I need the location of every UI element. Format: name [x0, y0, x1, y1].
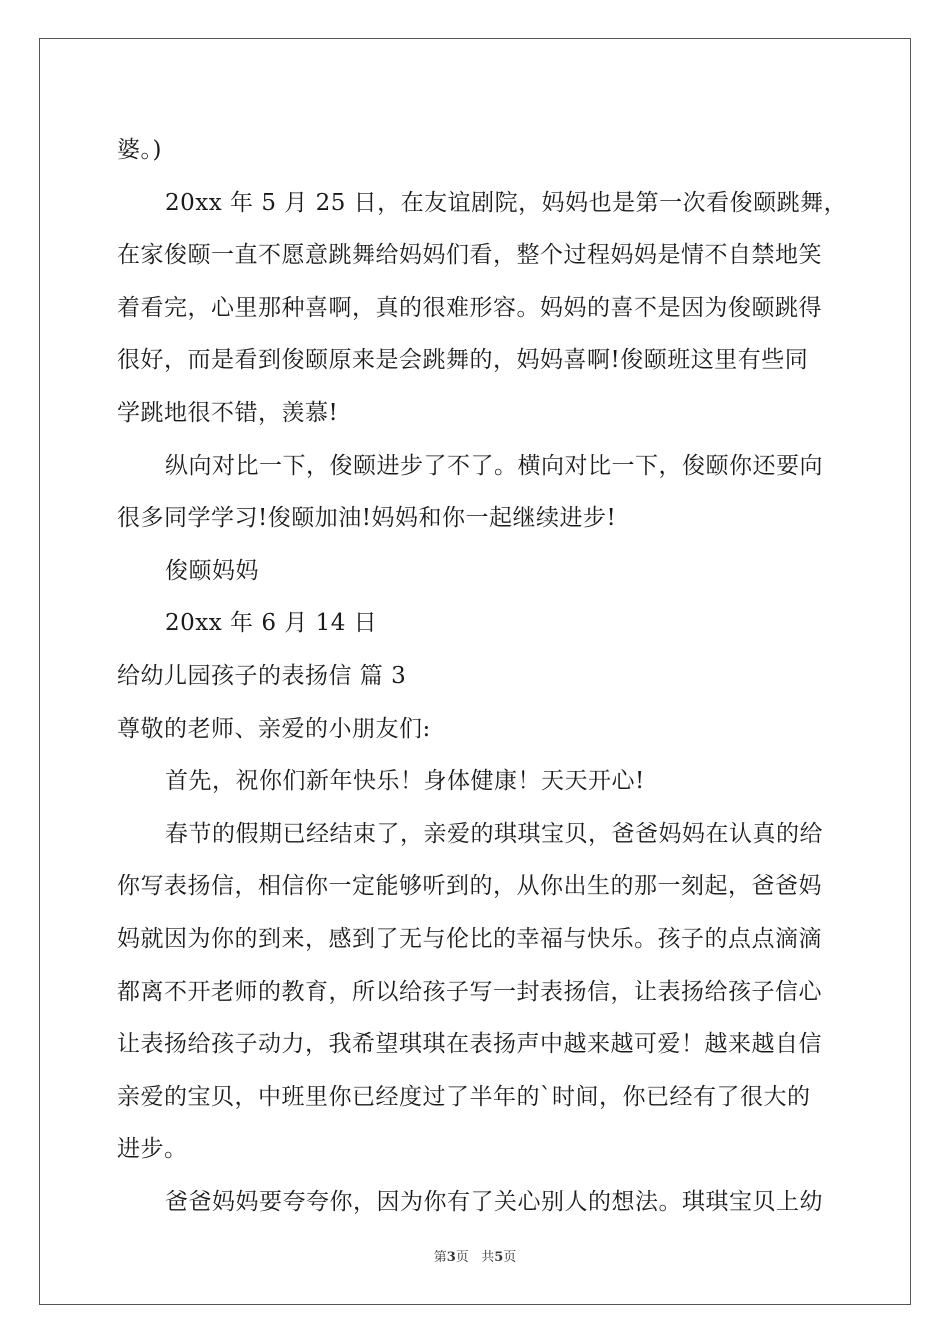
- footer-total-prefix: 共: [481, 1250, 495, 1265]
- salutation: 尊敬的老师、亲爱的小朋友们:: [117, 715, 431, 742]
- text-line: 很多同学学习!俊颐加油!妈妈和你一起继续进步!: [117, 505, 617, 532]
- text-line: 你写表扬信，相信你一定能够听到的，从你出生的那一刻起，爸爸妈: [117, 873, 822, 900]
- text-line: 亲爱的宝贝，中班里你已经度过了半年的`时间，你已经有了很大的: [117, 1083, 811, 1110]
- text-line: 很好，而是看到俊颐原来是会跳舞的，妈妈喜啊!俊颐班这里有些同: [117, 347, 809, 374]
- signature-date: 20xx 年 6 月 14 日: [165, 610, 378, 637]
- text-line: 20xx 年 5 月 25 日，在友谊剧院，妈妈也是第一次看俊颐跳舞，: [165, 189, 848, 216]
- text-line: 婆。): [117, 137, 162, 163]
- document-body: [117, 124, 848, 1228]
- text-line: 春节的假期已经结束了，亲爱的琪琪宝贝，爸爸妈妈在认真的给: [165, 820, 823, 847]
- text-line: 进步。: [117, 1136, 188, 1163]
- footer-page-suffix: 页: [455, 1250, 469, 1265]
- text-line: 着看完，心里那种喜啊，真的很难形容。妈妈的喜不是因为俊颐跳得: [117, 294, 822, 321]
- footer-total-pages: 5: [494, 1250, 504, 1265]
- page-footer: [0, 1246, 950, 1265]
- text-line: 在家俊颐一直不愿意跳舞给妈妈们看，整个过程妈妈是情不自禁地笑: [117, 242, 822, 269]
- text-line: 首先，祝你们新年快乐！身体健康！天天开心!: [165, 768, 645, 795]
- footer-current-page: 3: [446, 1250, 456, 1265]
- text-line: 爸爸妈妈要夸夸你，因为你有了关心别人的想法。琪琪宝贝上幼: [165, 1188, 823, 1215]
- footer-prefix: 第: [433, 1250, 447, 1265]
- signature-name: 俊颐妈妈: [165, 557, 259, 584]
- text-line: 学跳地很不错，羡慕!: [117, 399, 339, 426]
- text-line: 让表扬给孩子动力，我希望琪琪在表扬声中越来越可爱！越来越自信: [117, 1031, 822, 1058]
- text-line: 纵向对比一下，俊颐进步了不了。横向对比一下，俊颐你还要向: [165, 452, 823, 479]
- section-heading: 给幼儿园孩子的表扬信 篇 3: [117, 662, 407, 689]
- text-line: 都离不开老师的教育，所以给孩子写一封表扬信，让表扬给孩子信心: [117, 978, 822, 1005]
- text-line: 妈就因为你的到来，感到了无与伦比的幸福与快乐。孩子的点点滴滴: [117, 925, 822, 952]
- footer-total-suffix: 页: [503, 1250, 517, 1265]
